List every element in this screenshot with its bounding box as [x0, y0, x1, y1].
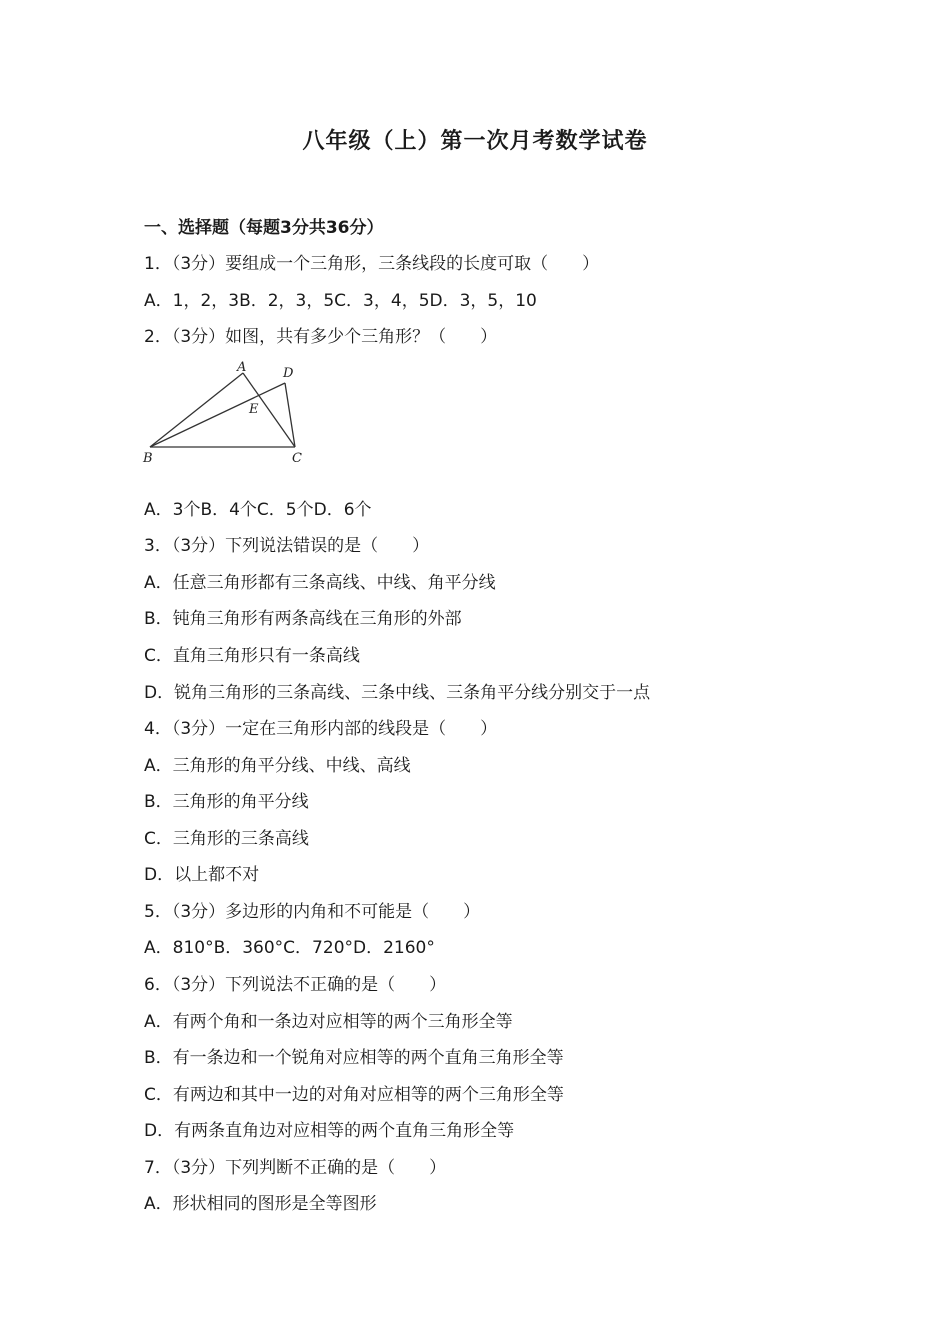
segment-DC [285, 383, 295, 447]
question-3-option-c: C．直角三角形只有一条高线 [144, 646, 360, 666]
question-4-option-a: A．三角形的角平分线、中线、高线 [144, 756, 411, 776]
question-2-options: A．3个B．4个C．5个D．6个 [144, 500, 372, 520]
question-6-option-b: B．有一条边和一个锐角对应相等的两个直角三角形全等 [144, 1048, 564, 1068]
label-A: A [237, 360, 247, 375]
question-3-option-d: D．锐角三角形的三条高线、三条中线、三条角平分线分别交于一点 [144, 683, 651, 703]
section-header: 一、选择题（每题3分共36分） [144, 218, 384, 238]
page-title: 八年级（上）第一次月考数学试卷 [302, 129, 648, 154]
label-D: D [283, 366, 294, 381]
question-1-stem: 1．（3分）要组成一个三角形，三条线段的长度可取（ ） [144, 254, 600, 274]
label-B: B [143, 451, 153, 466]
question-7-option-a: A．形状相同的图形是全等图形 [144, 1194, 377, 1214]
question-3-option-a: A．任意三角形都有三条高线、中线、角平分线 [144, 573, 496, 593]
question-5-options: A．810°B．360°C．720°D．2160° [144, 938, 435, 958]
question-4-option-d: D．以上都不对 [144, 865, 260, 885]
question-6-option-a: A．有两个角和一条边对应相等的两个三角形全等 [144, 1012, 513, 1032]
question-6-option-d: D．有两条直角边对应相等的两个直角三角形全等 [144, 1121, 515, 1141]
question-7-stem: 7．（3分）下列判断不正确的是（ ） [144, 1158, 447, 1178]
question-6-stem: 6．（3分）下列说法不正确的是（ ） [144, 975, 447, 995]
question-4-option-b: B．三角形的角平分线 [144, 792, 309, 812]
triangle-figure [140, 355, 320, 470]
question-5-stem: 5．（3分）多边形的内角和不可能是（ ） [144, 902, 481, 922]
question-3-stem: 3．（3分）下列说法错误的是（ ） [144, 536, 430, 556]
question-6-option-c: C．有两边和其中一边的对角对应相等的两个三角形全等 [144, 1085, 564, 1105]
question-2-stem: 2．（3分）如图，共有多少个三角形？（ ） [144, 327, 498, 347]
question-4-stem: 4．（3分）一定在三角形内部的线段是（ ） [144, 719, 498, 739]
label-C: C [292, 451, 302, 466]
question-4-option-c: C．三角形的三条高线 [144, 829, 309, 849]
question-1-options: A．1，2，3B．2，3，5C．3，4，5D．3，5，10 [144, 291, 537, 311]
label-E: E [249, 402, 259, 417]
question-3-option-b: B．钝角三角形有两条高线在三角形的外部 [144, 609, 462, 629]
